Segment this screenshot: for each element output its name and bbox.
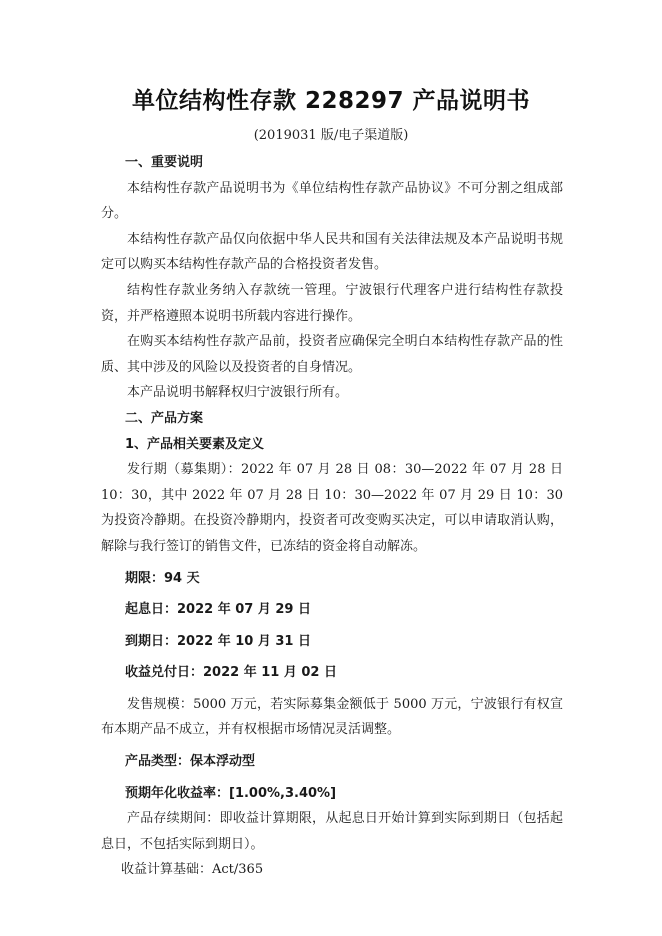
paragraph: 结构性存款业务纳入存款统一管理。宁波银行代理客户进行结构性存款投资，并严格遵照本说明书所载内容进行操作。: [101, 282, 563, 324]
maturity-date-field: 到期日：2022 年 10 月 31 日: [125, 633, 311, 649]
document-title: 单位结构性存款 228297 产品说明书: [131, 88, 531, 114]
sub-heading-product-elements: 1、产品相关要素及定义: [125, 436, 265, 452]
paragraph: 本结构性存款产品仅向依据中华人民共和国有关法律法规及本产品说明书规定可以购买本结构性存款产品的合格投资者发售。: [101, 231, 563, 273]
section-heading-important: 一、重要说明: [125, 155, 204, 170]
paragraph: 本产品说明书解释权归宁波银行所有。: [127, 385, 349, 401]
document-subtitle: (2019031 版/电子渠道版): [253, 128, 409, 143]
start-date-field: 起息日：2022 年 07 月 29 日: [125, 602, 311, 618]
product-type-field: 产品类型：保本浮动型: [125, 754, 256, 770]
issue-period-paragraph: 发行期（募集期）：2022 年 07 月 28 日 08：30—2022 年 07 月 28 日 10：30，其中 2022 年 07 月 28 日 10：30—2022 年 07 月 29 日 10：30 为投资冷静期。在投资冷静期内，投资者可改变购买决定，可以申请取消认购，解除与我行签订的销售文件，已冻结的资金将自动解冻。: [101, 462, 563, 554]
term-field: 期限：94 天: [125, 570, 200, 586]
basis-field: 收益计算基础：Act/365: [121, 862, 264, 878]
paragraph: 本结构性存款产品说明书为《单位结构性存款产品协议》不可分割之组成部分。: [101, 180, 563, 222]
expected-yield-field: 预期年化收益率：[1.00%,3.40%]: [125, 785, 337, 801]
scale-paragraph: 发售规模：5000 万元，若实际募集金额低于 5000 万元，宁波银行有权宣布本期产品不成立，并有权根据市场情况灵活调整。: [101, 696, 563, 738]
document-body: [101, 150, 563, 883]
section-heading-product-plan: 二、产品方案: [125, 410, 204, 426]
paragraph: 在购买本结构性存款产品前，投资者应确保完全明白本结构性存款产品的性质、其中涉及的风险以及投资者的自身情况。: [101, 334, 563, 375]
payment-date-field: 收益兑付日：2022 年 11 月 02 日: [125, 665, 337, 681]
duration-paragraph: 产品存续期间：即收益计算期限，从起息日开始计算到实际到期日（包括起息日，不包括实际到期日）。: [101, 811, 563, 852]
